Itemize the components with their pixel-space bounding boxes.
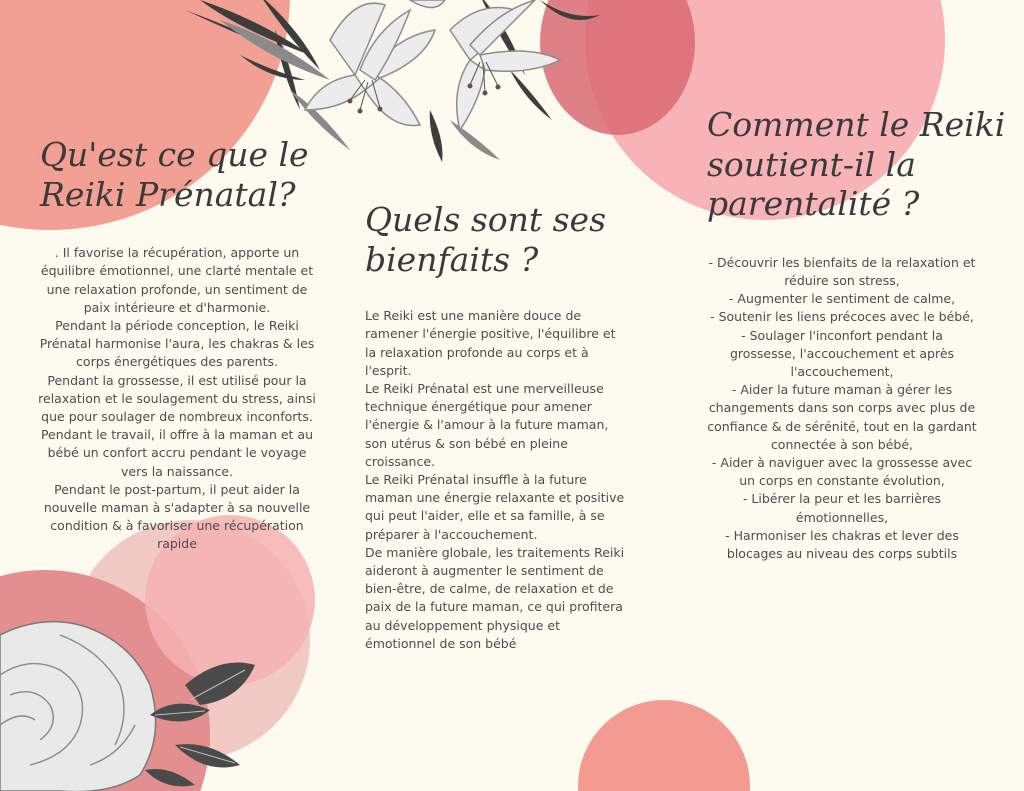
column-body: . Il favorise la récupération, apporte un équilibre émotionnel, une clarté mentale et une relaxation profonde, un sentiment de paix intérieure et d'harmonie. Pendant la période conception, le Reiki Prénatal harmonise l'aura, les chakras & les corps énergétiques des parents. Pendant la grossesse, il est utilisé pour la relaxation et le soulagement du stress, ainsi que pour soulager de nombreux inconforts. Pendant le travail, il offre à la maman et au bébé un confort accru pendant le voyage vers la naissance. Pendant le post-partum, il peut aider la nouvelle maman à s'adapter à sa nouvelle condition & à favoriser une récupération rapide xyxy=(38,245,316,552)
column-body: - Découvrir les bienfaits de la relaxation et réduire son stress, - Augmenter le sentiment de calme, - Soutenir les liens précoces avec le bébé, - Soulager l'inconfort pendant la grossesse, l'accouchement et après l'accouchement, - Aider la future maman à gérer les changements dans son corps avec plus de confiance & de sérénité, tout en la gardant connectée à son bébé, - Aider à naviguer avec la grossesse avec un corps en constante évolution, - Libérer la peur et les barrières émotionnelles, - Harmoniser les chakras et lever des blocages au niveau des corps subtils xyxy=(707,254,977,562)
column-parenting-support xyxy=(707,105,1024,563)
column-what-is xyxy=(36,135,318,554)
column-benefits xyxy=(365,200,630,653)
column-title: Quels sont ses bienfaits ? xyxy=(365,200,607,279)
rose-illustration xyxy=(0,615,265,791)
coral-circle-bottom-center xyxy=(578,700,750,791)
column-title: Qu'est ce que le Reiki Prénatal? xyxy=(40,135,309,214)
column-body: Le Reiki est une manière douce de ramener l'énergie positive, l'équilibre et la relaxation profonde au corps et à l'esprit. Le Reiki Prénatal est une merveilleuse technique énergétique pour amener l'énergie & l'amour à la future maman, son utérus & son bébé en pleine croissance. Le Reiki Prénatal insuffle à la future maman une énergie relaxante et positive qui peut l'aider, elle et sa famille, à se préparer à l'accouchement. De manière globale, les traitements Reiki aideront à augmenter le sentiment de bien-être, de calme, de relaxation et de paix de la future maman, ce qui profitera au développement physique et émotionnel de son bébé xyxy=(365,308,625,651)
column-title: Comment le Reiki soutient-il la parentalité ? xyxy=(707,105,1006,224)
